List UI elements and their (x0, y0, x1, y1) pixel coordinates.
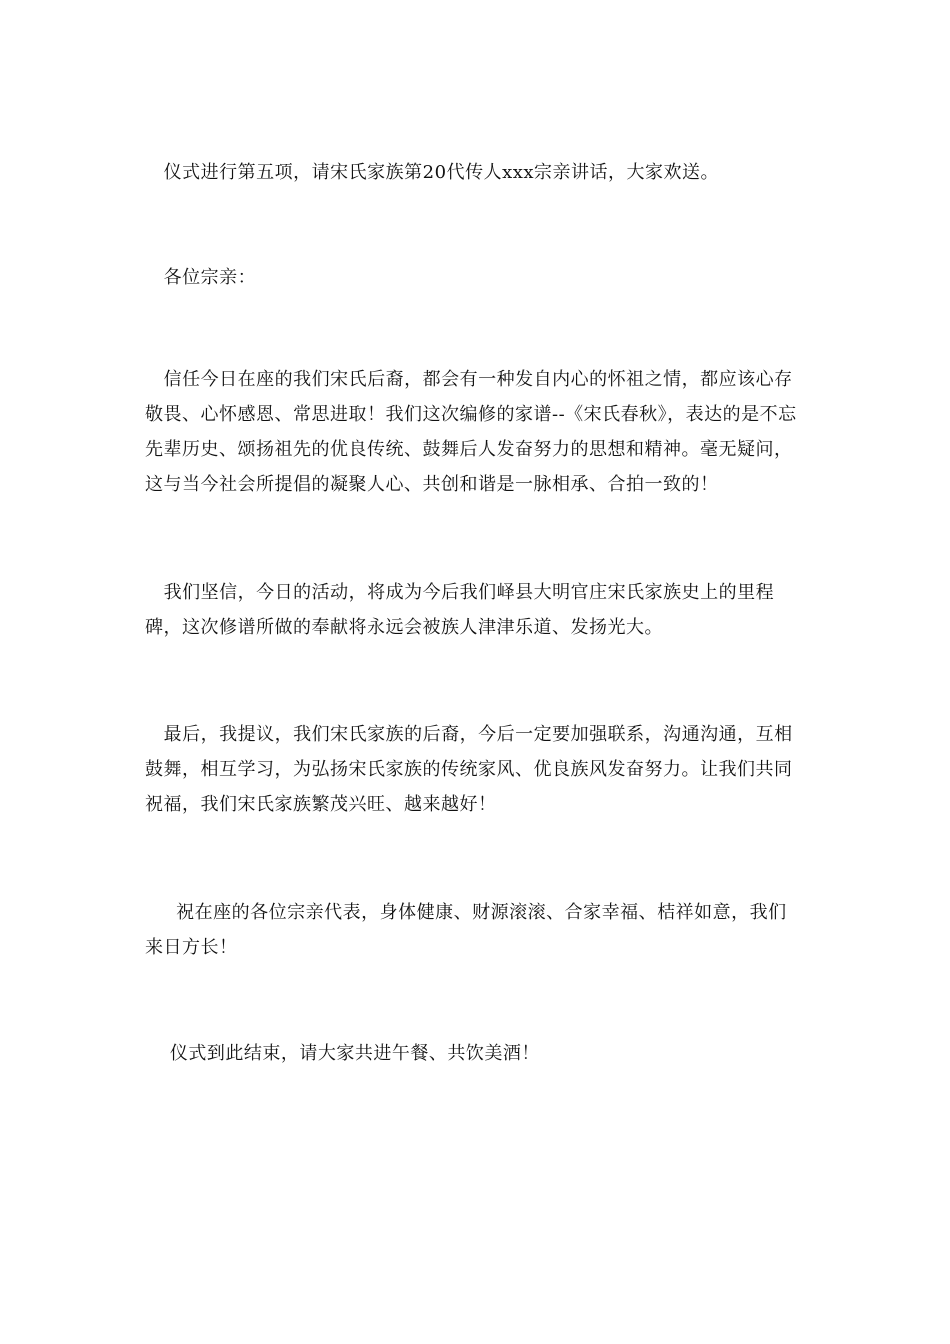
paragraph-family-spirit: 信任今日在座的我们宋氏后裔，都会有一种发自内心的怀祖之情，都应该心存敬畏、心怀感恩、常思进取！我们这次编修的家谱--《宋氏春秋》，表达的是不忘先辈历史、颂扬祖先的优良传统、鼓舞后人发奋努力的思想和精神。毫无疑问，这与当今社会所提倡的凝聚人心、共创和谐是一脉相承、合拍一致的！ (145, 369, 797, 495)
paragraph-closing: 仪式到此结束，请大家共进午餐、共饮美酒！ (145, 1043, 540, 1064)
paragraph-ceremony-item-five: 仪式进行第五项，请宋氏家族第20代传人xxx宗亲讲话，大家欢送。 (145, 162, 720, 183)
paragraph-milestone: 我们坚信，今日的活动，将成为今后我们峄县大明官庄宋氏家族史上的里程碑，这次修谱所做的奉献将永远会被族人津津乐道、发扬光大。 (145, 582, 775, 638)
paragraph-salutation: 各位宗亲： (145, 267, 257, 288)
paragraph-proposal: 最后，我提议，我们宋氏家族的后裔，今后一定要加强联系，沟通沟通，互相鼓舞，相互学习，为弘扬宋氏家族的传统家风、优良族风发奋努力。让我们共同祝福，我们宋氏家族繁茂兴旺、越来越好！ (145, 724, 793, 815)
paragraph-blessing: 祝在座的各位宗亲代表，身体健康、财源滚滚、合家幸福、桔祥如意，我们来日方长！ (145, 902, 787, 958)
